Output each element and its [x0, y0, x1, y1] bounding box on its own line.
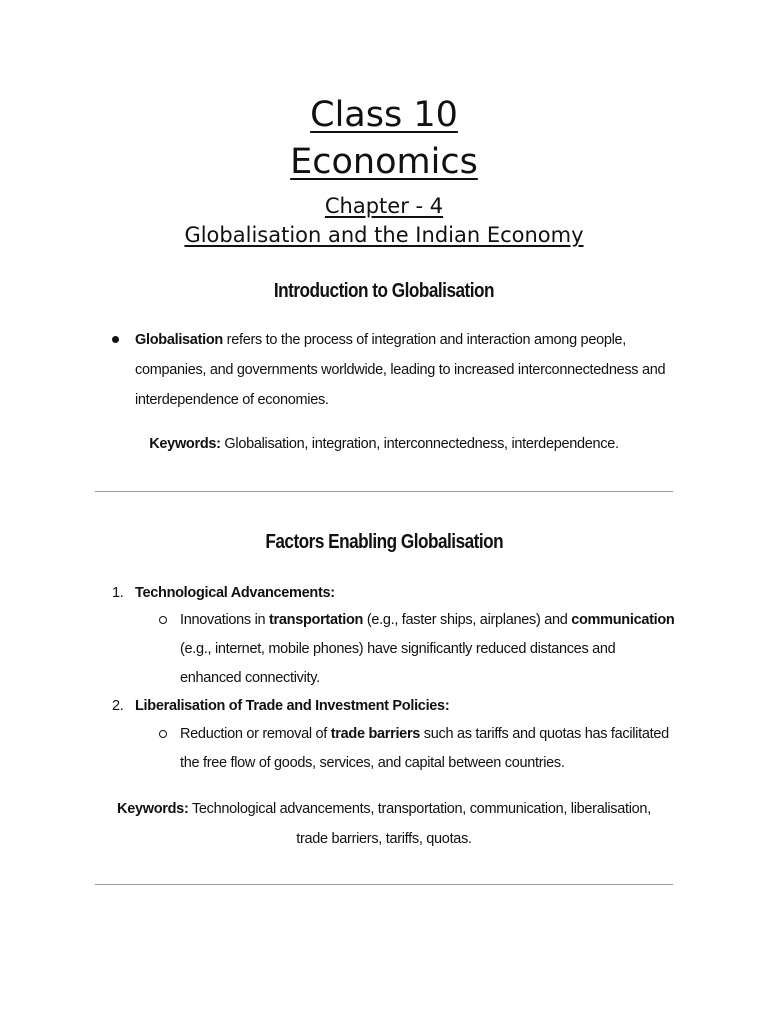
- sub-bullet-paragraph: [180, 606, 680, 693]
- keywords-text: Technological advancements, transportation, communication, liberalisation, trade barriers, tariffs, quotas.: [188, 801, 651, 847]
- text-run: Innovations in: [180, 612, 270, 628]
- chapter-title: Globalisation and the Indian Economy: [184, 223, 584, 247]
- term-globalisation: Globalisation: [135, 332, 223, 348]
- divider: [95, 491, 673, 492]
- circle-bullet-icon: [159, 730, 167, 738]
- list-number: 1.: [112, 585, 124, 601]
- section-heading-factors: [0, 531, 768, 554]
- list-number: 2.: [112, 698, 124, 714]
- section-heading-introduction: [0, 280, 768, 303]
- section-heading-text: Introduction to Globalisation: [273, 280, 495, 302]
- definition-paragraph: [135, 325, 695, 415]
- keywords-line-factors: [100, 794, 668, 854]
- bullet-icon: [112, 336, 119, 343]
- title-subject: Economics: [290, 142, 478, 182]
- keywords-label: Keywords:: [149, 436, 221, 452]
- text-run: (e.g., faster ships, airplanes) and: [363, 612, 572, 628]
- list-item-title-text: Technological Advancements:: [135, 585, 335, 601]
- title-class: Class 10: [310, 95, 458, 135]
- text-run: Reduction or removal of: [180, 726, 331, 742]
- chapter-number: Chapter - 4: [324, 194, 444, 218]
- list-item-title-text: Liberalisation of Trade and Investment Policies:: [135, 698, 450, 714]
- keywords-label: Keywords:: [117, 801, 189, 817]
- term-communication: communication: [571, 612, 675, 628]
- keywords-text: Globalisation, integration, interconnectedness, interdependence.: [220, 436, 619, 452]
- keywords-line-introduction: [0, 430, 768, 458]
- circle-bullet-icon: [159, 616, 167, 624]
- term-transportation: transportation: [269, 612, 364, 628]
- definition-text: refers to the process of integration and interaction among people, companies, and governments worldwide, leading to increased interconnectedness and interdependence of economies.: [135, 332, 666, 408]
- text-run: (e.g., internet, mobile phones) have significantly reduced distances and enhanced connectivity.: [180, 641, 616, 686]
- text-run: such as tariffs and quotas has facilitated the free flow of goods, services, and capital between countries.: [180, 726, 669, 771]
- sub-bullet-paragraph: [180, 720, 680, 778]
- term-trade-barriers: trade barriers: [330, 726, 421, 742]
- list-item-title: [135, 692, 449, 720]
- title-block: [0, 92, 768, 250]
- divider: [95, 884, 673, 885]
- list-item-title: [135, 579, 335, 607]
- section-heading-text: Factors Enabling Globalisation: [265, 531, 503, 553]
